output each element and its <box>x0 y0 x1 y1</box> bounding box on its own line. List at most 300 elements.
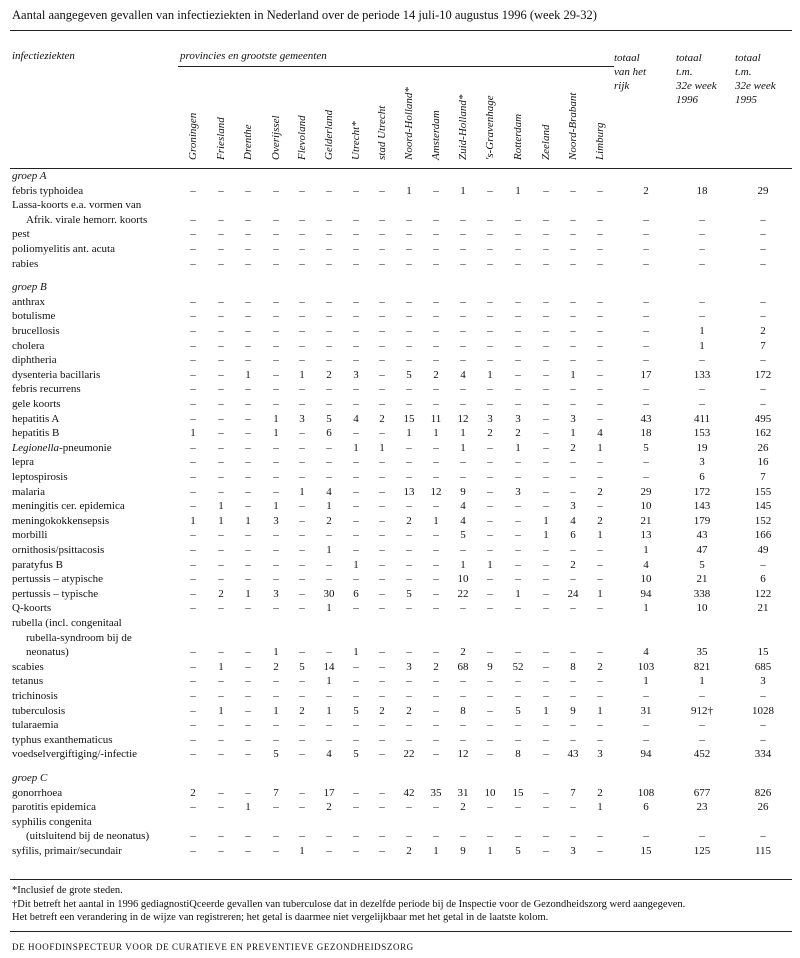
table-cell: – <box>433 558 439 571</box>
table-cell: – <box>597 354 603 367</box>
table-cell: 5 <box>643 441 649 454</box>
table-cell: – <box>245 427 251 440</box>
table-cell: – <box>487 544 493 556</box>
table-cell: 13 <box>403 485 415 498</box>
table-cell: – <box>570 339 576 352</box>
disease-label: pertussis – typische <box>12 587 99 600</box>
table-cell: – <box>487 573 493 586</box>
table-cell: 17 <box>640 368 652 381</box>
table-cell: – <box>190 184 196 197</box>
table-cell: – <box>597 675 603 688</box>
table-cell: 1 <box>326 704 332 717</box>
table-cell: – <box>515 602 521 615</box>
table-cell: 1 <box>273 500 279 513</box>
table-cell: – <box>245 441 251 454</box>
table-cell: 9 <box>460 845 466 857</box>
table-cell: – <box>699 733 705 746</box>
table-cell: – <box>543 801 549 814</box>
table-cell: – <box>643 471 649 483</box>
table-cell: – <box>326 228 332 241</box>
table-cell: 3 <box>406 660 412 673</box>
table-cell: – <box>760 830 766 843</box>
table-cell: – <box>543 257 549 270</box>
table-cell: – <box>570 310 576 323</box>
table-cell: 2 <box>406 845 412 857</box>
table-cell: – <box>379 690 385 702</box>
table-cell: – <box>379 573 385 586</box>
table-cell: – <box>543 325 549 337</box>
disease-label: voedselvergiftiging/-infectie <box>12 748 138 761</box>
disease-label: rubella (incl. congenitaal <box>12 617 122 629</box>
table-cell: 1028 <box>752 704 774 717</box>
table-cell: 8 <box>460 704 466 717</box>
table-cell: – <box>299 573 305 586</box>
table-cell: 1 <box>460 427 466 440</box>
disease-label: (uitsluitend bij de neonatus) <box>26 830 150 843</box>
disease-label: leptospirosis <box>12 471 68 483</box>
table-cell: – <box>273 228 279 241</box>
table-cell: 9 <box>570 704 576 717</box>
table-cell: 3 <box>515 412 521 425</box>
disease-label: hepatitis B <box>12 427 60 440</box>
table-cell: – <box>299 500 305 513</box>
table-cell: 1 <box>597 704 603 717</box>
table-cell: – <box>190 325 196 337</box>
table-cell: 7 <box>760 339 766 352</box>
table-cell: – <box>245 310 251 323</box>
table-cell: 3 <box>515 485 521 498</box>
table-cell: 4 <box>570 514 576 527</box>
table-cell: – <box>643 830 649 843</box>
table-cell: – <box>218 257 224 270</box>
table-cell: – <box>460 339 466 352</box>
table-cell: – <box>487 748 493 761</box>
table-cell: 29 <box>757 184 769 197</box>
table-cell: – <box>406 310 412 323</box>
table-cell: – <box>543 213 549 226</box>
table-cell: 10 <box>640 500 652 513</box>
total-header-line: totaal <box>735 52 761 64</box>
region-header-label: Noord-Brabant <box>567 92 579 160</box>
table-cell: – <box>406 529 412 542</box>
table-cell: 1 <box>699 675 705 688</box>
table-cell: 143 <box>693 500 711 513</box>
table-cell: – <box>379 354 385 367</box>
table-cell: – <box>190 295 196 308</box>
table-cell: – <box>406 500 412 513</box>
table-cell: 821 <box>693 660 711 673</box>
table-cell: – <box>406 295 412 308</box>
disease-label: anthrax <box>12 295 45 308</box>
table-cell: 1 <box>406 427 412 440</box>
table-cell: – <box>273 354 279 367</box>
table-cell: – <box>643 398 649 410</box>
region-header <box>185 100 201 160</box>
table-cell: – <box>218 184 224 197</box>
table-cell: 2 <box>597 485 603 498</box>
table-cell: – <box>515 295 521 308</box>
region-header-label: stad Utrecht <box>376 105 388 160</box>
total-header-line: totaal <box>676 52 702 64</box>
table-cell: 11 <box>430 412 442 425</box>
disease-label: meningitis cer. epidemica <box>12 500 125 513</box>
region-header-label: Flevoland <box>296 115 308 160</box>
table-cell: – <box>699 383 705 396</box>
table-cell: – <box>245 719 251 732</box>
table-cell: – <box>597 690 603 702</box>
table-cell: – <box>299 354 305 367</box>
table-cell: – <box>326 690 332 702</box>
table-cell: – <box>433 325 439 337</box>
total-header-line: totaal <box>614 52 640 64</box>
table-cell: 2 <box>433 660 439 673</box>
disease-label: poliomyelitis ant. acuta <box>12 243 115 255</box>
table-cell: – <box>379 529 385 542</box>
table-cell: 4 <box>353 412 359 425</box>
table-cell: 5 <box>515 704 521 717</box>
table-cell: – <box>699 257 705 270</box>
table-cell: 5 <box>460 529 466 542</box>
table-cell: – <box>597 184 603 197</box>
table-cell: – <box>218 602 224 615</box>
table-cell: 2 <box>273 660 279 673</box>
disease-label: febris recurrens <box>12 383 81 396</box>
table-cell: – <box>379 228 385 241</box>
disease-label: syphilis congenita <box>12 815 92 828</box>
table-cell: – <box>218 456 224 469</box>
table-cell: 10 <box>696 602 708 615</box>
table-cell: – <box>433 690 439 702</box>
table-cell: – <box>643 719 649 732</box>
table-cell: – <box>245 602 251 615</box>
table-cell: – <box>190 456 196 469</box>
table-cell: – <box>218 339 224 352</box>
table-cell: – <box>353 456 359 469</box>
table-cell: – <box>245 213 251 226</box>
table-cell: 677 <box>693 786 711 799</box>
table-cell: – <box>597 243 603 255</box>
table-cell: – <box>218 383 224 396</box>
table-cell: – <box>597 544 603 556</box>
total-header-line: 32e week <box>735 80 776 92</box>
table-cell: – <box>379 514 385 527</box>
table-cell: – <box>273 243 279 255</box>
table-cell: 122 <box>754 587 772 600</box>
table-cell: 94 <box>640 748 652 761</box>
table-cell: – <box>299 383 305 396</box>
table-cell: 52 <box>512 660 524 673</box>
table-cell: – <box>326 398 332 410</box>
total-header-line: rijk <box>614 80 630 92</box>
table-cell: – <box>218 427 224 440</box>
table-cell: – <box>760 733 766 746</box>
table-cell: – <box>190 354 196 367</box>
table-cell: 3 <box>570 845 576 857</box>
table-cell: – <box>326 456 332 469</box>
disease-label: morbilli <box>12 529 48 542</box>
table-cell: – <box>543 412 549 425</box>
region-header <box>455 94 471 160</box>
table-cell: 1 <box>218 500 224 513</box>
table-cell: – <box>379 427 385 440</box>
table-cell: 3 <box>699 456 705 469</box>
table-cell: – <box>218 748 224 761</box>
table-cell: 9 <box>487 660 493 673</box>
table-cell: – <box>190 845 196 857</box>
table-cell: – <box>543 544 549 556</box>
table-cell: – <box>543 733 549 746</box>
table-cell: – <box>218 368 224 381</box>
disease-column-header: infectieziekten <box>12 50 75 62</box>
table-cell: – <box>190 228 196 241</box>
table-cell: – <box>543 748 549 761</box>
table-cell: – <box>487 529 493 542</box>
table-cell: – <box>379 845 385 857</box>
table-cell: 3 <box>570 500 576 513</box>
table-cell: – <box>433 441 439 454</box>
table-cell: – <box>515 801 521 814</box>
table-cell: – <box>299 719 305 732</box>
table-cell: 1 <box>245 514 251 527</box>
disease-label: trichinosis <box>12 690 58 702</box>
table-cell: – <box>487 383 493 396</box>
table-cell: – <box>299 184 305 197</box>
table-cell: 5 <box>515 845 521 857</box>
table-cell: 1 <box>190 514 196 527</box>
table-cell: – <box>218 213 224 226</box>
table-cell: 1 <box>273 646 279 659</box>
table-cell: 2 <box>326 801 332 814</box>
table-cell: – <box>218 830 224 843</box>
table-cell: 31 <box>457 786 469 799</box>
table-cell: – <box>406 243 412 255</box>
total-header-line: t.m. <box>676 66 693 78</box>
table-cell: 3 <box>597 748 603 761</box>
region-header-label: Noord-Holland* <box>403 87 415 160</box>
table-cell: – <box>245 398 251 410</box>
table-cell: – <box>597 295 603 308</box>
table-cell: – <box>699 690 705 702</box>
table-cell: – <box>543 383 549 396</box>
disease-label: gele koorts <box>12 398 61 410</box>
table-cell: – <box>760 398 766 410</box>
table-cell: 1 <box>299 845 305 857</box>
disease-label: gonorrhoea <box>12 786 63 799</box>
table-cell: – <box>699 398 705 410</box>
table-cell: – <box>379 646 385 659</box>
table-cell: – <box>190 733 196 746</box>
disease-label: tetanus <box>12 675 44 688</box>
table-cell: – <box>760 243 766 255</box>
table-cell: – <box>597 573 603 586</box>
table-cell: – <box>326 471 332 483</box>
table-cell: – <box>543 243 549 255</box>
table-cell: – <box>406 228 412 241</box>
table-cell: – <box>460 675 466 688</box>
table-cell: 6 <box>643 801 649 814</box>
table-cell: – <box>353 310 359 323</box>
table-cell: 47 <box>696 544 708 556</box>
table-cell: 10 <box>457 573 469 586</box>
table-cell: 1 <box>597 801 603 814</box>
region-header <box>482 95 498 160</box>
table-cell: 826 <box>754 786 772 799</box>
table-cell: 1 <box>643 544 649 556</box>
table-cell: – <box>273 485 279 498</box>
table-cell: 4 <box>460 500 466 513</box>
table-cell: – <box>326 213 332 226</box>
table-cell: – <box>218 573 224 586</box>
table-cell: – <box>353 383 359 396</box>
table-cell: – <box>433 398 439 410</box>
table-cell: – <box>190 660 196 673</box>
header-rule <box>10 168 792 169</box>
table-cell: 1 <box>570 368 576 381</box>
table-cell: – <box>543 339 549 352</box>
table-cell: – <box>245 558 251 571</box>
region-header <box>294 100 310 160</box>
table-cell: – <box>487 456 493 469</box>
table-cell: – <box>299 213 305 226</box>
table-cell: – <box>515 310 521 323</box>
table-cell: – <box>245 471 251 483</box>
table-cell: – <box>299 587 305 600</box>
region-header-label: Rotterdam <box>512 113 524 160</box>
table-cell: 1 <box>515 441 521 454</box>
table-cell: – <box>218 398 224 410</box>
region-header-label: Gelderland <box>323 109 335 160</box>
table-cell: – <box>353 845 359 857</box>
table-cell: – <box>597 500 603 513</box>
table-cell: – <box>218 544 224 556</box>
table-cell: – <box>299 427 305 440</box>
table-cell: – <box>433 257 439 270</box>
table-cell: – <box>760 719 766 732</box>
table-cell: – <box>515 529 521 542</box>
table-cell: – <box>273 471 279 483</box>
table-cell: – <box>406 646 412 659</box>
table-cell: 12 <box>457 412 469 425</box>
disease-label: paratyfus B <box>12 558 64 571</box>
table-cell: 1 <box>218 514 224 527</box>
table-cell: – <box>299 529 305 542</box>
table-cell: – <box>570 184 576 197</box>
table-cell: 1 <box>353 558 359 571</box>
total-header-line: 1995 <box>735 94 757 106</box>
table-cell: – <box>515 257 521 270</box>
table-cell: 42 <box>403 786 415 799</box>
table-cell: – <box>326 733 332 746</box>
table-cell: – <box>543 354 549 367</box>
table-cell: – <box>190 544 196 556</box>
region-header <box>374 100 390 160</box>
table-cell: – <box>353 529 359 542</box>
table-cell: – <box>218 310 224 323</box>
table-cell: 5 <box>326 412 332 425</box>
table-cell: – <box>543 427 549 440</box>
table-cell: – <box>218 471 224 483</box>
table-cell: 15 <box>403 412 415 425</box>
table-cell: – <box>218 354 224 367</box>
table-cell: – <box>515 675 521 688</box>
table-cell: – <box>433 704 439 717</box>
table-cell: – <box>379 544 385 556</box>
table-cell: – <box>406 456 412 469</box>
table-cell: 115 <box>754 845 772 857</box>
table-cell: – <box>273 830 279 843</box>
table-cell: – <box>570 295 576 308</box>
table-cell: 125 <box>693 845 711 857</box>
table-cell: – <box>353 471 359 483</box>
table-cell: – <box>433 646 439 659</box>
table-cell: 1 <box>487 558 493 571</box>
table-cell: – <box>597 368 603 381</box>
table-cell: – <box>487 801 493 814</box>
table-cell: – <box>543 500 549 513</box>
table-cell: – <box>433 383 439 396</box>
table-cell: – <box>273 398 279 410</box>
table-cell: 1 <box>597 529 603 542</box>
table-cell: – <box>433 544 439 556</box>
table-cell: – <box>245 339 251 352</box>
table-cell: 4 <box>643 646 649 659</box>
table-cell: – <box>487 602 493 615</box>
table-cell: – <box>273 719 279 732</box>
table-cell: – <box>273 690 279 702</box>
disease-label: febris typhoidea <box>12 184 84 197</box>
table-cell: 7 <box>760 471 766 483</box>
table-cell: – <box>515 213 521 226</box>
table-cell: – <box>245 690 251 702</box>
table-cell: 3 <box>299 412 305 425</box>
table-cell: – <box>643 690 649 702</box>
table-cell: – <box>460 354 466 367</box>
table-cell: 2 <box>299 704 305 717</box>
table-cell: 12 <box>457 748 469 761</box>
table-cell: – <box>353 213 359 226</box>
table-cell: 495 <box>754 412 772 425</box>
table-cell: – <box>326 295 332 308</box>
table-cell: – <box>487 675 493 688</box>
table-cell: 6 <box>353 587 359 600</box>
table-cell: – <box>406 675 412 688</box>
footnote-1: *Inclusief de grote steden. <box>12 885 123 896</box>
table-cell: 2 <box>460 801 466 814</box>
table-cell: 18 <box>640 427 652 440</box>
table-cell: – <box>597 558 603 571</box>
region-header-label: Zuid-Holland* <box>457 94 469 160</box>
table-cell: 1 <box>460 441 466 454</box>
table-cell: – <box>218 845 224 857</box>
table-cell: 1 <box>326 544 332 556</box>
table-cell: – <box>190 339 196 352</box>
table-cell: – <box>299 558 305 571</box>
table-cell: – <box>190 398 196 410</box>
table-cell: 68 <box>457 660 469 673</box>
table-cell: 2 <box>515 427 521 440</box>
table-cell: 5 <box>299 660 305 673</box>
table-cell: – <box>190 471 196 483</box>
table-cell: – <box>570 646 576 659</box>
table-cell: – <box>190 441 196 454</box>
table-cell: 6 <box>760 573 766 586</box>
table-cell: – <box>487 398 493 410</box>
table-cell: 338 <box>693 587 711 600</box>
table-cell: 1 <box>273 412 279 425</box>
table-cell: – <box>299 398 305 410</box>
table-cell: – <box>570 573 576 586</box>
table-cell: – <box>273 544 279 556</box>
